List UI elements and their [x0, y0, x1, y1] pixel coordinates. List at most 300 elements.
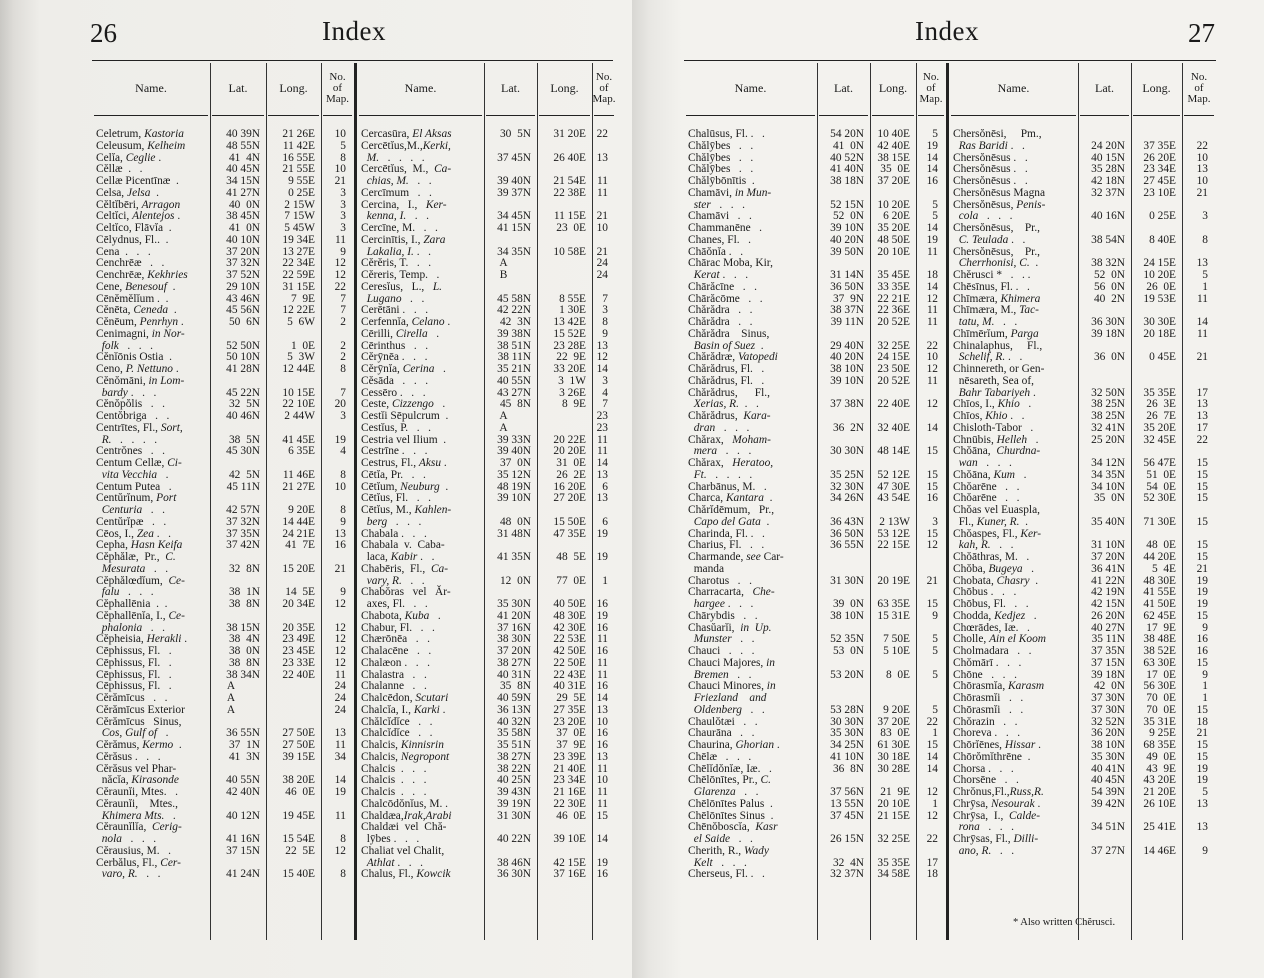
entry-latitude: 13 55N	[830, 797, 864, 810]
entry-latitude: 38 27N	[497, 656, 531, 669]
entry-modern-name: Schelif, R.	[958, 351, 1006, 364]
entry-name-text: Chinnereth, or Gen-	[953, 363, 1045, 375]
entry-leader: . . .	[978, 210, 1013, 223]
entry-map-number: 16	[596, 645, 608, 657]
entry-latitude: 40 25N	[497, 774, 531, 787]
entry-name-text: laca,	[361, 551, 391, 563]
entry-name-text: Chălȳbes . .	[688, 139, 754, 152]
entry-name-text: Cĕrămīcus . .	[96, 692, 168, 704]
entry-longitude: 22 40E	[877, 398, 910, 411]
entry-longitude: 35 35E	[877, 856, 910, 869]
entry-longitude: 26 10E	[1143, 797, 1176, 810]
entry-latitude: 35 58N	[497, 727, 531, 740]
entry-name-text: Chalcis,	[361, 739, 401, 751]
entry-longitude: 41 45E	[282, 433, 315, 446]
entry-modern-name: Basin of Suez	[693, 339, 756, 352]
entry-name-text: Cerfennĭa,	[361, 316, 412, 328]
entry-modern-name: Kuba	[404, 609, 430, 622]
entry-map-number: 14	[926, 222, 938, 234]
entry-longitude: 2 15W	[281, 198, 315, 211]
entry-latitude: 40 15N	[1091, 151, 1125, 164]
entry-longitude: 46 0E	[556, 809, 586, 822]
entry-latitude: 48 19N	[497, 480, 531, 493]
entry-longitude: 9 25E	[1146, 727, 1176, 740]
entry-name-text: Chaulŏtæi . .	[688, 715, 758, 728]
entry-leader: . . . .	[706, 468, 753, 481]
entry-longitude: 56 47E	[1143, 457, 1176, 469]
entry-map-number: 11	[597, 797, 608, 810]
entry-map-number: 15	[926, 480, 938, 493]
entry-map-number: 15	[1196, 739, 1208, 751]
entry-leader: .	[174, 210, 181, 223]
entry-latitude: 41 4N	[228, 151, 260, 164]
entry-modern-name: Kabir	[390, 551, 418, 563]
entry-longitude: 77 0E	[556, 574, 586, 587]
entry-map-number: 19	[1196, 774, 1208, 787]
entry-map-number: 1	[932, 797, 938, 810]
entry-longitude: 1 30E	[556, 304, 586, 317]
entry-map-number: 11	[597, 433, 608, 446]
header-underline	[212, 115, 264, 116]
entry-latitude: 36 8N	[832, 762, 864, 775]
entry-modern-name: phalonia	[101, 621, 143, 634]
entry-name-text: axes, Fl. . .	[361, 598, 428, 610]
entry-name-text: Centum Putea .	[96, 480, 172, 493]
entry-name-text: Cercīne, M. . .	[361, 222, 438, 234]
entry-latitude: 56 0N	[1093, 280, 1125, 293]
header-underline	[323, 115, 352, 116]
entry-latitude: 37 32N	[226, 257, 260, 270]
entry-longitude: 53 12E	[877, 527, 910, 540]
entry-leader: .	[1015, 468, 1027, 481]
entry-leader: . . .	[127, 386, 157, 399]
entry-latitude: 34 15N	[226, 175, 260, 187]
entry-leader: . .	[1007, 410, 1025, 422]
entry-latitude: 34 26N	[830, 492, 864, 505]
entry-longitude: 21 54E	[553, 175, 586, 187]
entry-map-number: 10	[1196, 175, 1208, 187]
entry-latitude: 37 52N	[226, 269, 260, 281]
entry-map-number: 5	[932, 198, 938, 211]
entry-name-text: Chersŏnēsus . .	[953, 175, 1028, 187]
entry-latitude: 30 5N	[499, 128, 531, 140]
entry-latitude: 41 16N	[226, 833, 260, 845]
entry-map-number: 10	[334, 128, 346, 140]
entry-name-text: Cēlydnus, Fl.. .	[96, 233, 169, 246]
entry-map-number: 12	[334, 645, 346, 657]
entry-longitude: 22 40E	[282, 668, 315, 681]
entry-leader: . .	[401, 292, 425, 305]
entry-longitude: 0 45E	[1146, 351, 1176, 364]
entry-longitude: 8 9E	[559, 398, 586, 411]
entry-latitude: 39 18N	[1091, 327, 1125, 340]
entry-modern-name: Che-	[752, 586, 775, 599]
entry-latitude: 41 10N	[830, 750, 864, 763]
entry-map-number: 20	[334, 398, 346, 411]
entry-name-text: Cene,	[96, 280, 126, 293]
entry-name-text: lȳbes . . .	[361, 833, 420, 845]
entry-latitude: 38 45N	[226, 210, 260, 223]
entry-modern-name: vita Vecchia	[101, 468, 158, 481]
entry-map-number: 21	[926, 574, 938, 587]
entry-name-text: Cĕrȳnēa . . .	[361, 351, 428, 364]
entry-map-number: 12	[334, 844, 346, 857]
entry-name-text: Celĭa,	[96, 151, 126, 164]
entry-name-text: Celeusum,	[96, 139, 148, 152]
header-underline	[951, 115, 1076, 116]
column-header-map: No. of Map.	[326, 70, 349, 105]
entry-map-number: 13	[1196, 398, 1208, 411]
entry-map-number: 5	[340, 139, 346, 152]
entry-map-number: 11	[597, 186, 608, 199]
entry-map-number: 15	[1196, 539, 1208, 552]
entry-name-text: Cestĭus, P. . .	[361, 421, 431, 434]
entry-latitude: 39 50N	[830, 245, 864, 258]
entry-latitude: 40 41N	[1091, 762, 1125, 775]
entry-map-number: 16	[926, 492, 938, 505]
entry-modern-name: Karasm	[1008, 680, 1045, 693]
entry-longitude: 48 14E	[877, 445, 910, 458]
entry-name-text: Chabur, Fl. . .	[361, 621, 435, 634]
entry-name-text: Cholmadara . .	[953, 645, 1032, 657]
entry-latitude: 38 8N	[228, 656, 260, 669]
entry-latitude: 39 40N	[497, 445, 531, 458]
entry-latitude: 40 45N	[1091, 774, 1125, 787]
entry-name-text: Chārăcīne . .	[688, 280, 757, 293]
entry-name-text: Cēphissus, Fl. .	[96, 645, 172, 657]
entry-modern-name: mera	[693, 445, 718, 458]
entry-map-number: 19	[1196, 574, 1208, 587]
entry-modern-name: Khio	[985, 410, 1008, 422]
entry-latitude: 32 5N	[228, 398, 260, 411]
entry-map-number: 7	[602, 398, 608, 411]
entry-latitude: 25 20N	[1091, 433, 1125, 446]
entry-name-text: Chrŏnus,Fl.,	[953, 786, 1010, 798]
entry-name-text: Cĕpheisia,	[96, 633, 147, 646]
entry-longitude: 9 20E	[285, 504, 315, 516]
entry-modern-name: Zara	[423, 233, 446, 246]
entry-name-text: Cĕraunĭi, Mtes.,	[96, 797, 178, 810]
entry-leader: .	[155, 151, 162, 164]
entry-leader: .	[181, 633, 188, 646]
entry-longitude: 21 20E	[1143, 786, 1176, 798]
entry-name-text: Chalæon . . .	[361, 656, 430, 669]
entry-leader: .	[434, 363, 446, 375]
entry-name-text: Chōrĭēnes,	[953, 739, 1005, 751]
entry-latitude: 40 27N	[1091, 621, 1125, 634]
entry-map-number: 5	[1202, 786, 1208, 798]
entry-name-text: Centum Cellæ,	[96, 457, 168, 469]
entry-longitude: 16 20E	[553, 480, 586, 493]
entry-latitude: 38 0N	[228, 645, 260, 657]
entry-modern-name: wan	[958, 457, 978, 469]
entry-map-number: 11	[335, 809, 346, 822]
entry-latitude: 42 15N	[1091, 598, 1125, 610]
entry-modern-name: Ca-	[430, 562, 449, 575]
entry-map-number: 19	[334, 786, 346, 798]
entry-longitude: 31 20E	[553, 128, 586, 140]
entry-latitude: 38 22N	[497, 762, 531, 775]
entry-map-number: 16	[596, 680, 608, 693]
entry-map-number: 16	[596, 621, 608, 634]
entry-modern-name: Kum	[993, 468, 1016, 481]
entry-modern-name: Penrhyn	[139, 316, 179, 328]
entry-modern-name: Kerat	[693, 269, 720, 281]
entry-name-text: Chærōnēa . .	[361, 633, 430, 646]
entry-latitude: 35 28N	[1091, 163, 1125, 176]
entry-longitude: 8 40E	[1146, 233, 1176, 246]
entry-name-text: Cēphissus, Fl. .	[96, 656, 172, 669]
entry-longitude: 24 15E	[877, 351, 910, 364]
entry-longitude: 22 43E	[553, 668, 586, 681]
entry-map-number: 24	[334, 703, 346, 716]
entry-latitude: 45 11N	[226, 480, 260, 493]
entry-modern-name: Khio	[997, 398, 1020, 411]
entry-name-text: Chărax,	[688, 457, 733, 469]
entry-modern-name: Churdna-	[996, 445, 1041, 458]
entry-name-text: Celtĭci,	[96, 210, 133, 223]
entry-leader: .	[1027, 433, 1039, 446]
entry-longitude: 29 5E	[556, 692, 586, 704]
entry-longitude: 1 0E	[288, 339, 315, 352]
entry-longitude: 19 34E	[282, 233, 315, 246]
entry-name-text: Chŏāna,	[953, 445, 997, 458]
entry-modern-name: Dilli-	[1013, 833, 1039, 845]
entry-map-number: 10	[596, 774, 608, 787]
entry-modern-name: in	[766, 680, 776, 693]
entry-name-text: Fl.,	[953, 515, 977, 528]
entry-map-number: 11	[597, 445, 608, 458]
entry-modern-name: Ain el Koom	[989, 633, 1047, 646]
entry-modern-name: Cerina	[402, 363, 435, 375]
entry-longitude: 26 7E	[1146, 410, 1176, 422]
entry-map-number: 17	[1196, 386, 1208, 399]
entry-map-number: 17	[926, 856, 938, 869]
entry-latitude: 35 11N	[1091, 633, 1125, 646]
entry-longitude: 12 22E	[282, 304, 315, 317]
page-number: 27	[1188, 18, 1215, 48]
entry-map-number: 13	[1196, 821, 1208, 834]
entry-longitude: 27 20E	[553, 492, 586, 505]
entry-name-text: Cercina, I.,	[361, 198, 426, 211]
entry-latitude: 45 22N	[226, 386, 260, 399]
entry-name-text: Chēnŏboscĭa,	[688, 821, 756, 834]
entry-latitude: 36 30N	[1091, 316, 1125, 328]
entry-modern-name: C.	[760, 774, 771, 787]
entry-map-number: 19	[596, 551, 608, 563]
entry-latitude: 39 42N	[1091, 797, 1125, 810]
entry-longitude: 21 26E	[282, 128, 315, 140]
entry-latitude: 34 12N	[1091, 457, 1125, 469]
entry-name-text: Charinda, Fl. . .	[688, 527, 765, 540]
entry-longitude: 20 22E	[553, 433, 586, 446]
entry-leader: . . .	[712, 856, 747, 869]
entry-map-number: 13	[596, 339, 608, 352]
entry-map-number: 5	[1202, 269, 1208, 281]
entry-modern-name: tatu, M.	[958, 316, 995, 328]
entry-latitude: 29 40N	[830, 339, 864, 352]
entry-map-number: 22	[1196, 433, 1208, 446]
entry-longitude: 10 15E	[282, 386, 315, 399]
entry-map-number: 10	[334, 480, 346, 493]
entry-map-number: 19	[596, 856, 608, 869]
entry-name-text: Centŭrĭnum,	[96, 492, 157, 505]
entry-map-number: 15	[1196, 609, 1208, 622]
entry-map-number: 10	[334, 163, 346, 176]
entry-modern-name: Ci-	[167, 457, 182, 469]
entry-name-text: Charbānus, M. .	[688, 480, 767, 493]
entry-name-text: Chārac Moba, Kir,	[688, 257, 773, 270]
entry-map-number: 15	[1196, 457, 1208, 469]
entry-latitude: 36 20N	[1091, 727, 1125, 740]
entry-longitude: 5 45W	[281, 222, 315, 234]
entry-latitude: 41 22N	[1091, 574, 1125, 587]
entry-name-text: Cĕphallēnia . .	[96, 598, 168, 610]
entry-modern-name: Kuner, R.	[976, 515, 1020, 528]
entry-longitude: 51 0E	[1146, 468, 1176, 481]
entry-latitude: 40 2N	[1093, 292, 1125, 305]
entry-name-text: Centŏbriga . .	[96, 410, 170, 422]
entry-longitude: 26 20E	[1143, 151, 1176, 164]
entry-name-text: Cĕphălæ, Pr.,	[96, 551, 166, 563]
entry-name-text: Chēlōnītes, Pr.,	[688, 774, 761, 787]
entry-modern-name: Kinnisrin	[400, 739, 444, 751]
entry-map-number: 14	[596, 363, 608, 375]
entry-map-number: 13	[596, 750, 608, 763]
entry-name-text: Chŏrazin . .	[953, 715, 1018, 728]
table-top-rule	[92, 60, 613, 61]
entry-modern-name: ster	[693, 198, 711, 211]
entry-name-text: Chōrŏmĭthrēne .	[953, 750, 1031, 763]
entry-map-number: 24	[334, 692, 346, 704]
entry-latitude: A	[499, 410, 508, 422]
entry-modern-name: Irak,Arabi	[403, 809, 452, 822]
entry-latitude: 41 24N	[226, 868, 260, 881]
entry-leader: . . .	[717, 445, 752, 458]
column-divider-center	[946, 63, 949, 940]
entry-latitude: 36 50N	[830, 280, 864, 293]
entry-map-number: 16	[596, 739, 608, 751]
entry-longitude: 7 9E	[288, 292, 315, 305]
entry-longitude: 22 59E	[282, 269, 315, 281]
entry-modern-name: Negropont	[400, 750, 450, 763]
entry-name-text: Chīmæra,	[953, 292, 1001, 305]
entry-map-number: 14	[1196, 316, 1208, 328]
entry-latitude: 40 32N	[497, 715, 531, 728]
entry-map-number: 11	[597, 668, 608, 681]
entry-modern-name: Kedjez	[994, 609, 1026, 622]
entry-name-text: Chaurina,	[688, 739, 736, 751]
entry-longitude: 20 10E	[877, 797, 910, 810]
entry-latitude: 32 37N	[830, 868, 864, 881]
entry-latitude: 36 13N	[497, 703, 531, 716]
entry-latitude: 39 33N	[497, 433, 531, 446]
entry-latitude: 38 27N	[497, 750, 531, 763]
entry-name-text: Cĕrȳnĭa,	[361, 363, 403, 375]
entry-modern-name: Cos, Gulf of	[101, 727, 158, 740]
entry-map-number: 14	[334, 774, 346, 787]
entry-longitude: 8 55E	[556, 292, 586, 305]
entry-leader: .	[1034, 797, 1041, 810]
entry-map-number: 12	[926, 363, 938, 375]
entry-name-text: Charotus . .	[688, 574, 752, 587]
entry-name-text: Cĕraunĭi, Mtes. .	[96, 786, 178, 798]
entry-map-number: 11	[927, 304, 938, 317]
entry-map-number: 13	[1196, 257, 1208, 270]
entry-map-number: 11	[1197, 292, 1208, 305]
entry-modern-name: cola	[958, 210, 979, 223]
entry-latitude: 37 20N	[226, 245, 260, 258]
entry-latitude: 31 14N	[830, 269, 864, 281]
entry-latitude: 35 0N	[1093, 492, 1125, 505]
entry-modern-name: R.	[101, 433, 112, 446]
entry-name-text: Chersŏnēsus, Pr.,	[953, 245, 1041, 258]
entry-latitude: 41 0N	[832, 139, 864, 152]
entry-latitude: 39 10N	[830, 374, 864, 387]
entry-latitude: A	[499, 257, 508, 270]
entry-leader: .	[178, 316, 184, 328]
entry-latitude: 31 48N	[497, 527, 531, 540]
entry-map-number: 11	[335, 739, 346, 751]
entry-longitude: 27 50E	[282, 727, 315, 740]
entry-name-text: Cĕraunĭlĭa,	[96, 821, 152, 834]
entry-name-text: Chōrasmĭi . .	[953, 692, 1024, 704]
entry-name-text: Chŏas vel Euaspla,	[953, 504, 1040, 516]
entry-modern-name: Wady	[744, 844, 769, 857]
entry-map-number: 3	[602, 304, 608, 317]
entry-name-text: Chrȳsa, I.,	[953, 809, 1009, 822]
entry-latitude: 34 51N	[1091, 821, 1125, 834]
entry-modern-name: Athlat	[366, 856, 395, 869]
entry-latitude: 41 15N	[497, 222, 531, 234]
entry-modern-name: Ce-	[168, 609, 185, 622]
entry-name-text: Chauci Minores,	[688, 680, 767, 693]
entry-map-number: 19	[1196, 586, 1208, 599]
entry-longitude: 8 0E	[883, 668, 910, 681]
entry-map-number: 15	[1196, 750, 1208, 763]
entry-name-text: Chărădra . .	[688, 316, 753, 328]
entry-map-number: 13	[1196, 163, 1208, 176]
entry-longitude: 42 40E	[877, 139, 910, 152]
entry-leader: Car-	[760, 551, 784, 563]
entry-map-number: 1	[932, 727, 938, 740]
entry-name-text: Ceno,	[96, 363, 126, 375]
entry-map-number: 13	[334, 727, 346, 740]
entry-longitude: 22 34E	[282, 257, 315, 270]
entry-map-number: 8	[340, 833, 346, 845]
entry-modern-name: in Lom-	[148, 374, 185, 387]
entry-latitude: 41 27N	[226, 186, 260, 199]
entry-modern-name: Benesouf	[125, 280, 167, 293]
entry-modern-name: Mesurata	[101, 562, 146, 575]
entry-longitude: 9 20E	[880, 703, 910, 716]
entry-map-number: 8	[340, 504, 346, 516]
entry-name-text: Cētĭus, M.,	[361, 504, 415, 516]
entry-longitude: 16 55E	[282, 151, 315, 164]
entry-map-number: 9	[1202, 621, 1208, 634]
entry-latitude: 35 30N	[1091, 750, 1125, 763]
entry-map-number: 24	[596, 257, 608, 270]
entry-name-text: Chaliat vel Chalit,	[361, 844, 445, 857]
column-header-long: Long.	[878, 80, 908, 95]
entry-name-text: Chălcĭdĭce . .	[361, 715, 433, 728]
entry-name-text: Chalcis . . .	[361, 786, 427, 798]
entry-name-text: Chanes, Fl. .	[688, 233, 751, 246]
entry-longitude: 0 25E	[285, 186, 315, 199]
entry-name-text: Cĕrăsus vel Phar-	[96, 762, 177, 775]
entry-map-number: 17	[1196, 421, 1208, 434]
entry-modern-name: Ker-	[1020, 527, 1042, 540]
